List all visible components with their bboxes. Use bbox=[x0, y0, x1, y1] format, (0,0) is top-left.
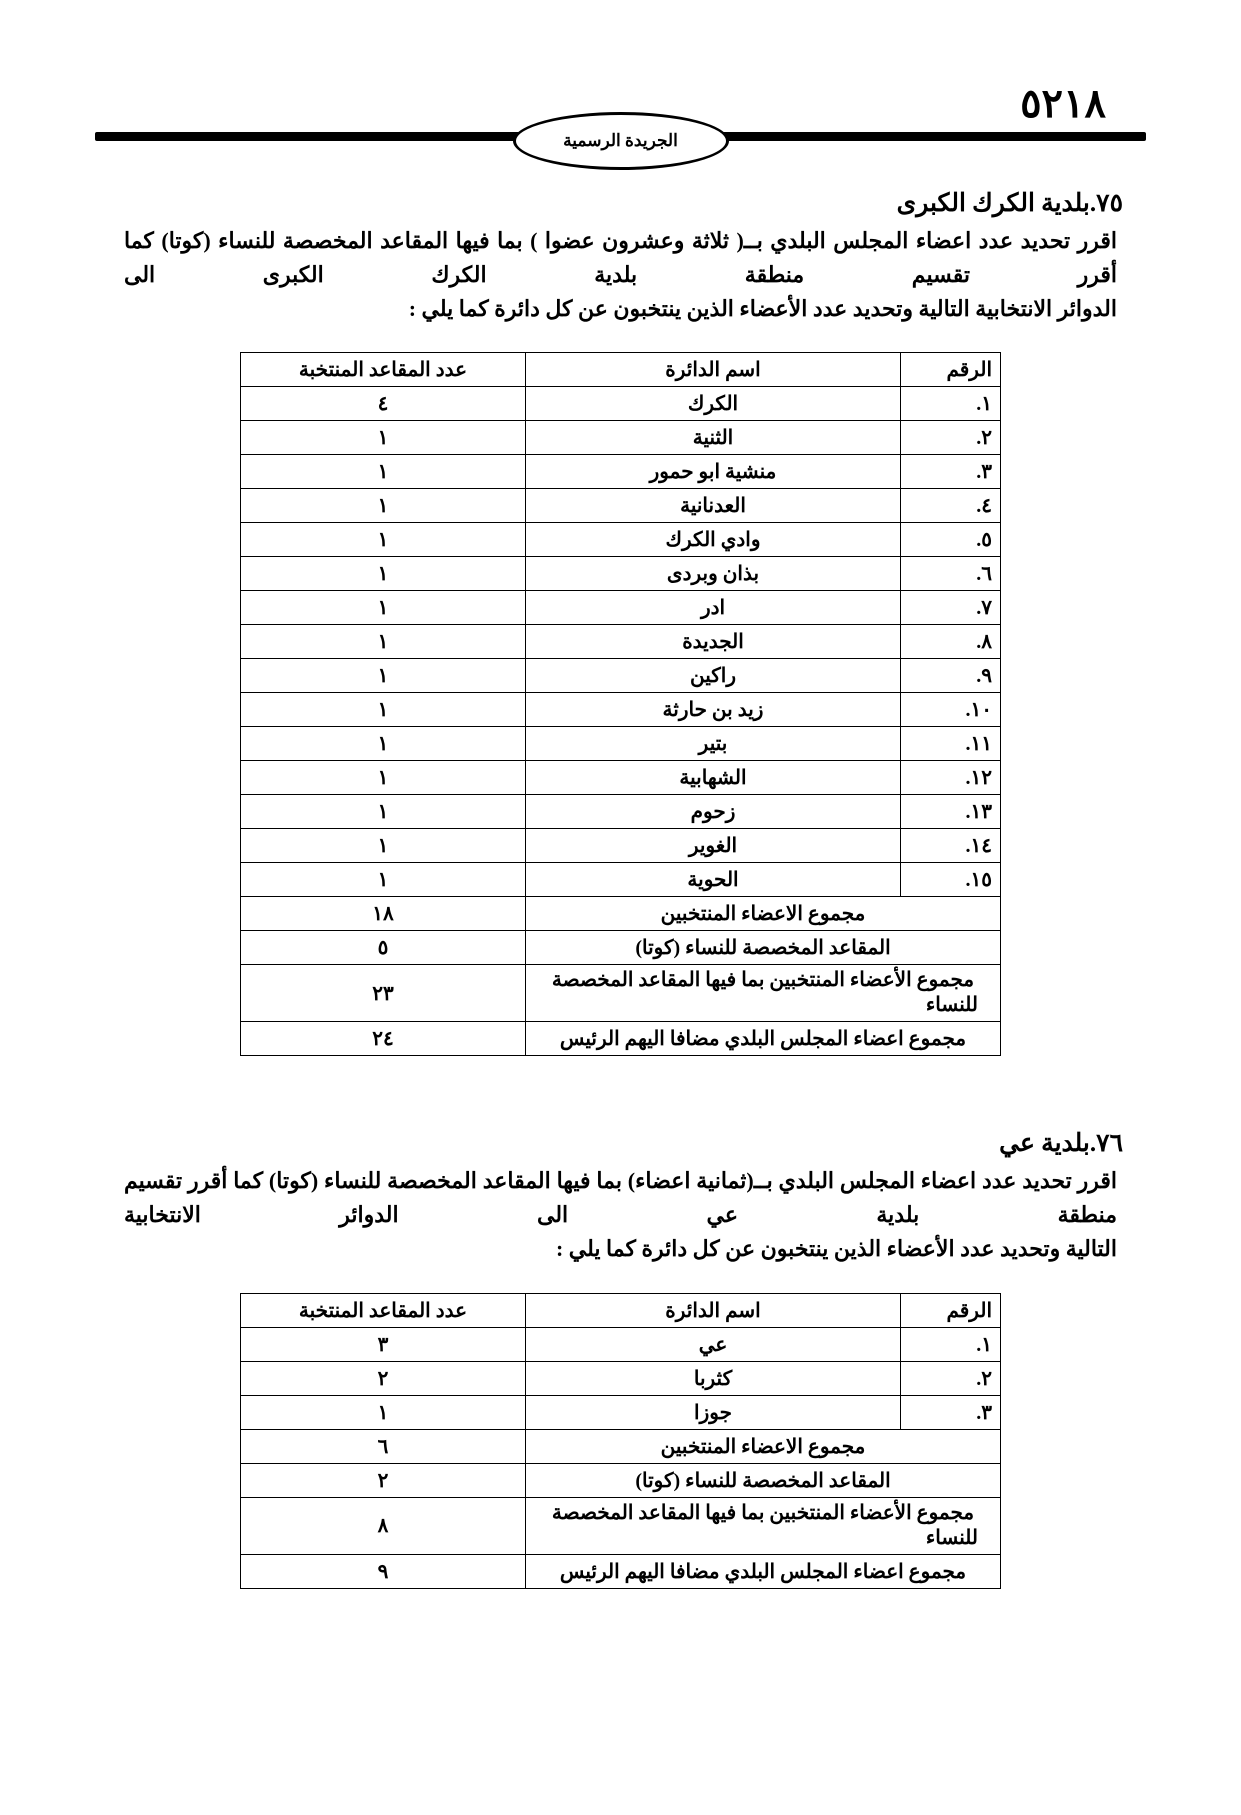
table-header-row bbox=[241, 353, 1001, 387]
paragraph-line: التالية وتحديد عدد الأعضاء الذين ينتخبون عن كل دائرة كما يلي : bbox=[555, 1236, 1117, 1262]
page-number: ٥٢١٨ bbox=[1020, 81, 1106, 126]
paragraph-line: اقرر تحديد عدد اعضاء المجلس البلدي بــ(ثمانية اعضاء) بما فيها المقاعد bbox=[482, 1168, 1118, 1194]
col-header-number: الرقم bbox=[901, 353, 1001, 387]
cell-seats: ١ bbox=[241, 625, 526, 659]
cell-number: ١١. bbox=[901, 727, 1001, 761]
document-page bbox=[0, 60, 1241, 1815]
cell-seats: ١ bbox=[241, 693, 526, 727]
table-row bbox=[241, 829, 1001, 863]
cell-district: الجديدة bbox=[526, 625, 901, 659]
section-title: ٧٥.بلدية الكرك الكبرى bbox=[896, 190, 1123, 217]
table-row bbox=[241, 727, 1001, 761]
table-summary-row bbox=[241, 931, 1001, 965]
cell-number: ٣. bbox=[901, 455, 1001, 489]
cell-summary-value: ٨ bbox=[241, 1497, 526, 1554]
cell-summary-label: المقاعد المخصصة للنساء (كوتا) bbox=[526, 931, 1001, 965]
table-row bbox=[241, 489, 1001, 523]
cell-district: الثنية bbox=[526, 421, 901, 455]
cell-district: بذان وبردى bbox=[526, 557, 901, 591]
cell-seats: ١ bbox=[241, 523, 526, 557]
paragraph-line: المقاعد المخصصة للنساء (كوتا) كما أقرر تقسيم منطقة بلدية الكرك الكبرى الى bbox=[124, 228, 1117, 288]
cell-number: ٩. bbox=[901, 659, 1001, 693]
table-row bbox=[241, 1361, 1001, 1395]
section-paragraph bbox=[124, 1164, 1117, 1266]
cell-summary-value: ٩ bbox=[241, 1554, 526, 1588]
table-summary-row bbox=[241, 1022, 1001, 1056]
table-row bbox=[241, 761, 1001, 795]
cell-number: ١٢. bbox=[901, 761, 1001, 795]
summary-label-line2: للنساء bbox=[925, 1526, 978, 1549]
table-summary-row bbox=[241, 1554, 1001, 1588]
table-row bbox=[241, 795, 1001, 829]
cell-number: ٣. bbox=[901, 1395, 1001, 1429]
cell-number: ١٤. bbox=[901, 829, 1001, 863]
col-header-seats: عدد المقاعد المنتخبة bbox=[241, 1293, 526, 1327]
table-row bbox=[241, 557, 1001, 591]
cell-seats: ١ bbox=[241, 659, 526, 693]
cell-number: ٧. bbox=[901, 591, 1001, 625]
table-row bbox=[241, 591, 1001, 625]
cell-seats: ١ bbox=[241, 1395, 526, 1429]
cell-seats: ١ bbox=[241, 727, 526, 761]
cell-summary-label: مجموع الاعضاء المنتخبين bbox=[526, 1429, 1001, 1463]
table-row bbox=[241, 863, 1001, 897]
cell-summary-label bbox=[526, 1497, 1001, 1554]
cell-district: زيد بن حارثة bbox=[526, 693, 901, 727]
col-header-district: اسم الدائرة bbox=[526, 353, 901, 387]
cell-seats: ١ bbox=[241, 557, 526, 591]
cell-seats: ١ bbox=[241, 761, 526, 795]
table-row bbox=[241, 421, 1001, 455]
gazette-badge: الجريدة الرسمية bbox=[513, 112, 729, 170]
table-row bbox=[241, 387, 1001, 421]
districts-table bbox=[240, 352, 1001, 1056]
cell-seats: ١ bbox=[241, 455, 526, 489]
cell-summary-value: ٥ bbox=[241, 931, 526, 965]
table-summary-row bbox=[241, 1463, 1001, 1497]
cell-summary-value: ٢٤ bbox=[241, 1022, 526, 1056]
table-row bbox=[241, 523, 1001, 557]
cell-district: الغوير bbox=[526, 829, 901, 863]
cell-summary-value: ٢ bbox=[241, 1463, 526, 1497]
table-row bbox=[241, 1327, 1001, 1361]
cell-seats: ١ bbox=[241, 795, 526, 829]
cell-summary-value: ١٨ bbox=[241, 897, 526, 931]
section-ai bbox=[110, 1128, 1131, 1588]
cell-district: كثربا bbox=[526, 1361, 901, 1395]
cell-district: راكين bbox=[526, 659, 901, 693]
table-summary-row bbox=[241, 1497, 1001, 1554]
col-header-number: الرقم bbox=[901, 1293, 1001, 1327]
cell-number: ١٠. bbox=[901, 693, 1001, 727]
section-title: ٧٦.بلدية عي bbox=[999, 1130, 1123, 1158]
col-header-seats: عدد المقاعد المنتخبة bbox=[241, 353, 526, 387]
cell-number: ١٣. bbox=[901, 795, 1001, 829]
districts-table bbox=[240, 1293, 1001, 1589]
cell-seats: ١ bbox=[241, 591, 526, 625]
cell-district: بتير bbox=[526, 727, 901, 761]
cell-summary-value: ٢٣ bbox=[241, 965, 526, 1022]
cell-seats: ٤ bbox=[241, 387, 526, 421]
table-summary-row bbox=[241, 897, 1001, 931]
cell-district: زحوم bbox=[526, 795, 901, 829]
cell-seats: ١ bbox=[241, 863, 526, 897]
table-row bbox=[241, 455, 1001, 489]
cell-district: الحوية bbox=[526, 863, 901, 897]
cell-seats: ١ bbox=[241, 421, 526, 455]
cell-district: عي bbox=[526, 1327, 901, 1361]
cell-number: ١٥. bbox=[901, 863, 1001, 897]
table-row bbox=[241, 1395, 1001, 1429]
cell-seats: ١ bbox=[241, 829, 526, 863]
summary-label-line1: مجموع الأعضاء المنتخبين بما فيها المقاعد المخصصة bbox=[551, 1501, 975, 1524]
cell-number: ٢. bbox=[901, 1361, 1001, 1395]
cell-district: جوزا bbox=[526, 1395, 901, 1429]
cell-summary-label: مجموع اعضاء المجلس البلدي مضافا اليهم الرئيس bbox=[526, 1022, 1001, 1056]
page-header bbox=[95, 60, 1146, 170]
section-paragraph bbox=[124, 224, 1117, 326]
cell-number: ١. bbox=[901, 387, 1001, 421]
col-header-district: اسم الدائرة bbox=[526, 1293, 901, 1327]
table-summary-row bbox=[241, 1429, 1001, 1463]
cell-summary-value: ٦ bbox=[241, 1429, 526, 1463]
cell-seats: ٣ bbox=[241, 1327, 526, 1361]
table-header-row bbox=[241, 1293, 1001, 1327]
table-row bbox=[241, 625, 1001, 659]
cell-summary-label: مجموع الاعضاء المنتخبين bbox=[526, 897, 1001, 931]
cell-number: ٢. bbox=[901, 421, 1001, 455]
document-content bbox=[110, 188, 1131, 1589]
summary-label-line1: مجموع الأعضاء المنتخبين بما فيها المقاعد المخصصة bbox=[551, 969, 975, 992]
cell-summary-label: مجموع اعضاء المجلس البلدي مضافا اليهم الرئيس bbox=[526, 1554, 1001, 1588]
paragraph-line: اقرر تحديد عدد اعضاء المجلس البلدي بــ( ثلاثة وعشرون عضوا ) بما فيها bbox=[455, 228, 1118, 253]
cell-district: الشهابية bbox=[526, 761, 901, 795]
summary-label-line2: للنساء bbox=[925, 994, 978, 1017]
cell-district: منشية ابو حمور bbox=[526, 455, 901, 489]
cell-number: ٨. bbox=[901, 625, 1001, 659]
cell-summary-label: المقاعد المخصصة للنساء (كوتا) bbox=[526, 1463, 1001, 1497]
paragraph-line: المخصصة للنساء (كوتا) كما أقرر تقسيم منطقة بلدية عي الى الدوائر الانتخابية bbox=[124, 1168, 1117, 1228]
cell-district: ادر bbox=[526, 591, 901, 625]
cell-district: الكرك bbox=[526, 387, 901, 421]
cell-summary-label bbox=[526, 965, 1001, 1022]
cell-seats: ١ bbox=[241, 489, 526, 523]
table-summary-row bbox=[241, 965, 1001, 1022]
cell-district: وادي الكرك bbox=[526, 523, 901, 557]
cell-number: ٥. bbox=[901, 523, 1001, 557]
section-spacer bbox=[110, 1066, 1131, 1110]
section-karak bbox=[110, 188, 1131, 1056]
cell-number: ١. bbox=[901, 1327, 1001, 1361]
table-row bbox=[241, 693, 1001, 727]
cell-seats: ٢ bbox=[241, 1361, 526, 1395]
cell-number: ٦. bbox=[901, 557, 1001, 591]
cell-number: ٤. bbox=[901, 489, 1001, 523]
paragraph-line: الدوائر الانتخابية التالية وتحديد عدد الأعضاء الذين ينتخبون عن كل دائرة كما يلي : bbox=[408, 296, 1117, 322]
table-row bbox=[241, 659, 1001, 693]
cell-district: العدنانية bbox=[526, 489, 901, 523]
